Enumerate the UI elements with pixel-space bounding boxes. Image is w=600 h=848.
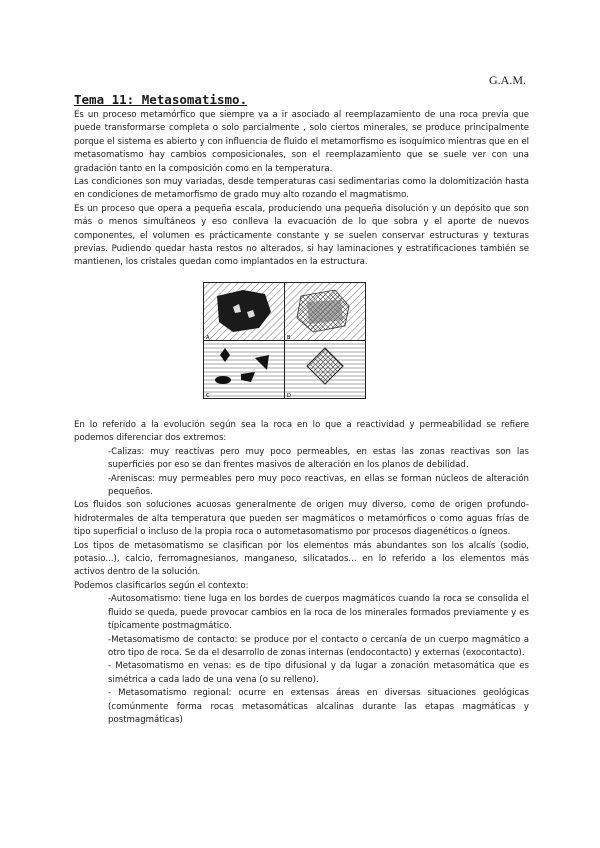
label-a: A (206, 335, 210, 341)
intro-paragraph-2: Las condiciones son muy variadas, desde temperaturas casi sedimentarias como la dolomitización hasta en condiciones de metamorfismo de grado muy alto rozando el magmatismo. (74, 177, 529, 201)
label-d: D (287, 393, 291, 399)
page-title: Tema 11: Metasomatismo. (74, 92, 248, 107)
evolution-lead: En lo referido a la evolución según sea la roca en lo que a reactividad y permeabilidad se refiere podemos diferenciar dos extremos: (74, 420, 529, 444)
list-item-venas: - Metasomatismo en venas: es de tipo difusional y da lugar a zonación metasomática que es simétrica a cada lado de una vena (o su relleno). (108, 661, 529, 685)
types-paragraph: Los tipos de metasomatismo se clasifican por los elementos más abundantes son los alcalís (sodio, potasio...), calcio, ferromagnesianos, manganeso, silicatados... en lo referido a los elementos más activos dentro de la solución. (74, 540, 529, 578)
list-item-calizas: -Calizas: muy reactivas pero muy poco permeables, en estas las zonas reactivas son las superficies por eso se dan frentes masivos de alteración en los planos de debilidad. (108, 446, 529, 471)
intro-paragraph-1: Es un proceso metamórfico que siempre va a ir asociado al reemplazamiento de una roca previa que puede transformarse completa o solo parcialmente , solo ciertos minerales, se produce principalmente porque el sistema es abierto y con influencia de fluido el metamorfismo es isoquímico mientras que en el metasomatismo hay cambios composicionales, son el reemplazamiento que se suele ver con una gradación tanto en la composición como en la temperatura. (74, 110, 529, 174)
list-item-autosomatismo: -Autosomatismo: tiene luga en los bordes de cuerpos magmáticos cuando la roca se consolida el fluido se queda, puede provocar cambios en la roca de los minerales formados previamente y es típicamente postmagmático. (108, 594, 529, 632)
author-initials: G.A.M. (489, 73, 527, 87)
label-b: B (287, 335, 291, 341)
context-lead: Podemos clasificarlos según el contexto: (74, 580, 249, 591)
list-item-areniscas: -Areniscas: muy permeables pero muy poco reactivas, en ellas se forman núcleos de alteración pequeños. (108, 473, 529, 498)
replacement-figure (203, 282, 366, 399)
intro-paragraph-3: Es un proceso que opera a pequeña escala, produciendo una pequeña disolución y un depósito que son más o menos simultáneos y eso conlleva la evacuación de lo que sobra y el aporte de nuevos componentes, el volumen es prácticamente constante y se suelen conservar estructuras y texturas previas. Pudiendo quedar hasta restos no alterados, si hay laminaciones y estratificaciones también se mantienen, los cristales quedan como implantados en la estructura. (74, 203, 529, 268)
body-block (74, 419, 529, 727)
panel-c (204, 341, 285, 399)
list-item-regional: - Metasomatismo regional: ocurre en extensas áreas en diversas situaciones geológicas (comúnmente forma rocas metasomáticas alcalinas durante las etapas magmáticas y postmagmáticas) (108, 688, 529, 725)
intro-block (74, 109, 529, 270)
label-c: C (206, 393, 210, 399)
fluids-paragraph: Los fluidos son soluciones acuosas generalmente de origen muy diverso, como de origen profundo-hidrotermales de alta temperatura que pueden ser magmáticos o metamórficos o como aguas frías de tipo superficial o incluso de la propia roca o autometasomatismo por procesos diagenéticos o ígneos. (74, 500, 529, 538)
list-item-contacto: -Metasomatismo de contacto: se produce por el contacto o cercanía de un cuerpo magmático a otro tipo de roca. Se da el desarrollo de zonas internas (endocontacto) y externas (exocontacto). (108, 634, 529, 658)
